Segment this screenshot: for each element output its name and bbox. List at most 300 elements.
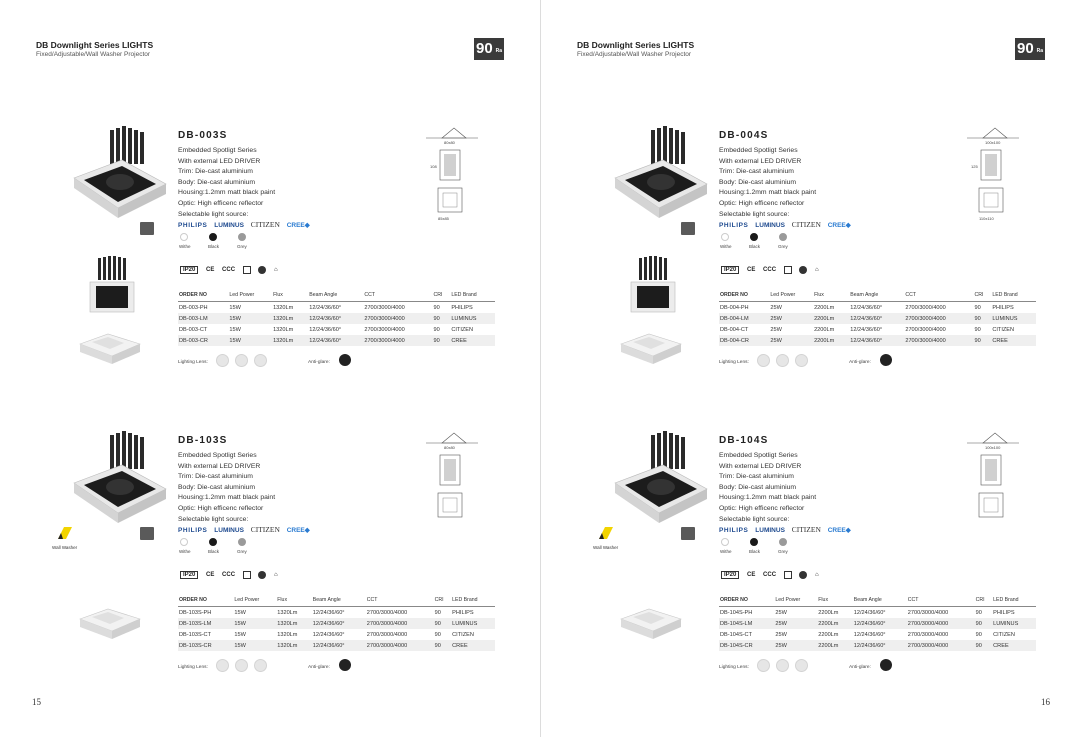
table-cell: 2700/3000/4000 xyxy=(907,640,975,651)
certification-icons xyxy=(721,571,825,579)
color-swatch-black xyxy=(209,538,217,546)
table-cell: 1320Lm xyxy=(276,640,312,651)
table-cell: 15W xyxy=(233,618,276,629)
color-swatch-label: Black xyxy=(208,244,220,249)
table-row xyxy=(178,618,495,629)
header-subtitle: Fixed/Adjustable/Wall Washer Projector xyxy=(577,51,692,58)
lighting-lens-label: Lighting Lens: xyxy=(178,665,208,670)
table-cell: 90 xyxy=(974,335,992,346)
brand-philips: PHILIPS xyxy=(719,222,749,229)
table-cell: 2700/3000/4000 xyxy=(905,326,946,333)
class-ii-icon xyxy=(243,571,251,579)
table-cell: 90 xyxy=(433,304,440,311)
table-cell: 15W xyxy=(229,304,241,311)
column-header: ORDER NO xyxy=(719,597,774,607)
spec-line: With external LED DRIVER xyxy=(719,157,802,165)
anti-glare-label: Anti-glare: xyxy=(849,665,871,670)
driver-icon xyxy=(258,266,266,274)
anti-glare-icon xyxy=(339,659,351,671)
table-row xyxy=(719,629,1036,640)
table-cell: 12/24/36/60° xyxy=(853,631,886,638)
color-swatch-label: Withe xyxy=(179,244,191,249)
technical-drawing xyxy=(418,429,498,539)
table-cell: 90 xyxy=(434,631,441,638)
spec-line: With external LED DRIVER xyxy=(719,462,802,470)
anti-glare-icon xyxy=(339,354,351,366)
spec-line: Selectable light source: xyxy=(178,210,249,218)
table-cell: 25W xyxy=(775,631,787,638)
spec-line: Housing:1.2mm matt black paint xyxy=(719,189,817,197)
lighting-lens-row xyxy=(719,354,919,372)
lens-option-icon xyxy=(776,354,789,367)
table-cell: 12/24/36/60° xyxy=(853,609,886,616)
spec-line: Trim: Die-cast aluminium xyxy=(719,168,794,176)
order-table xyxy=(719,292,1036,346)
color-swatch-label: Grey xyxy=(778,244,788,249)
spec-line: Embedded Spotligt Series xyxy=(719,452,798,459)
color-swatch-label: Black xyxy=(208,549,220,554)
product-title: DB-004S xyxy=(719,130,769,141)
table-cell: DB-003-CR xyxy=(178,335,228,346)
brand-philips: PHILIPS xyxy=(178,527,208,534)
brand-logos xyxy=(178,220,310,229)
table-cell: 90 xyxy=(434,618,451,629)
order-table xyxy=(178,292,495,346)
downlight-side-image xyxy=(627,256,679,316)
color-swatches xyxy=(721,233,801,253)
lens-option-icon xyxy=(235,659,248,672)
spec-line: Selectable light source: xyxy=(178,515,249,523)
dim-side-label: 108 xyxy=(430,164,437,169)
table-cell: 25W xyxy=(769,335,813,346)
product-title: DB-003S xyxy=(178,130,228,141)
table-cell: PHILIPS xyxy=(452,609,474,616)
table-row xyxy=(719,640,1036,651)
product-description xyxy=(178,451,275,525)
ip20-icon: IP20 xyxy=(180,571,198,579)
column-header: ORDER NO xyxy=(719,292,769,302)
page-header xyxy=(36,40,153,58)
spec-line: Trim: Die-cast aluminium xyxy=(719,473,794,481)
table-header-row xyxy=(719,292,1036,302)
table-cell: 12/24/36/60° xyxy=(308,313,363,324)
downlight-product-image xyxy=(70,120,170,230)
table-cell: DB-104S-PH xyxy=(720,609,753,616)
brand-cree: CREE◆ xyxy=(827,222,851,229)
ugr-badge-icon xyxy=(140,222,154,235)
color-swatch-label: Withe xyxy=(720,549,732,554)
spec-line: Embedded Spotligt Series xyxy=(178,147,257,154)
header-subtitle: Fixed/Adjustable/Wall Washer Projector xyxy=(36,51,151,58)
table-cell: 25W xyxy=(774,618,817,629)
brand-citizen: CITIZEN xyxy=(250,220,280,229)
ip20-icon: IP20 xyxy=(721,266,739,274)
ra-sup: Ra xyxy=(495,48,502,54)
column-header: ORDER NO xyxy=(178,597,233,607)
ra-sup: Ra xyxy=(1036,48,1043,54)
spec-line: Housing:1.2mm matt black paint xyxy=(719,494,817,502)
table-row xyxy=(178,607,495,618)
ip20-icon: IP20 xyxy=(721,571,739,579)
column-header: CCT xyxy=(363,292,432,302)
trim-frame-image xyxy=(78,328,142,368)
color-swatch-withe xyxy=(721,233,729,241)
table-cell: DB-004-PH xyxy=(720,304,749,311)
color-swatch-label: Grey xyxy=(237,549,247,554)
spec-line: Trim: Die-cast aluminium xyxy=(178,168,253,176)
table-cell: 15W xyxy=(234,631,246,638)
table-cell: DB-003-LM xyxy=(178,313,228,324)
table-cell: 2200Lm xyxy=(813,335,849,346)
table-row xyxy=(178,302,495,313)
product-title: DB-103S xyxy=(178,435,228,446)
table-cell: 90 xyxy=(433,335,451,346)
ra-value: 90 xyxy=(476,40,493,57)
table-cell: 90 xyxy=(975,631,982,638)
technical-drawing xyxy=(959,124,1039,234)
wall-washer-icon xyxy=(599,527,613,539)
lens-option-icon xyxy=(254,659,267,672)
dim-bottom-label: 110x110 xyxy=(979,216,994,221)
table-cell: 2700/3000/4000 xyxy=(366,631,408,638)
table-row xyxy=(178,335,495,346)
column-header: LED Brand xyxy=(991,292,1036,302)
trim-frame-image xyxy=(619,328,683,368)
table-cell: CREE xyxy=(992,640,1036,651)
spec-line: Optic: High efficenc reflector xyxy=(178,199,264,207)
lens-option-icon xyxy=(776,659,789,672)
product-block xyxy=(541,435,1080,735)
spec-line: Optic: High efficenc reflector xyxy=(719,199,805,207)
spec-line: Body: Die-cast aluminium xyxy=(719,178,797,186)
spec-line: Housing:1.2mm matt black paint xyxy=(178,494,276,502)
column-header: Led Power xyxy=(233,597,276,607)
ccc-icon: CCC xyxy=(763,572,777,578)
table-cell: CREE xyxy=(450,335,495,346)
spec-line: Trim: Die-cast aluminium xyxy=(178,473,253,481)
table-cell: 12/24/36/60° xyxy=(850,304,883,311)
column-header: CCT xyxy=(907,597,975,607)
ugr-badge-icon xyxy=(681,222,695,235)
table-cell: 2200Lm xyxy=(813,313,849,324)
ccc-icon: CCC xyxy=(222,572,236,578)
lighting-lens-label: Lighting Lens: xyxy=(719,360,749,365)
table-cell: CITIZEN xyxy=(451,326,474,333)
table-cell: LUMINUS xyxy=(451,618,495,629)
table-cell: DB-104S-CT xyxy=(720,631,753,638)
table-cell: 12/24/36/60° xyxy=(849,335,904,346)
wall-washer-icon xyxy=(58,527,72,539)
table-cell: 2200Lm xyxy=(818,609,839,616)
column-header: Flux xyxy=(272,292,308,302)
anti-glare-label: Anti-glare: xyxy=(308,360,330,365)
certification-icons xyxy=(180,266,284,274)
column-header: LED Brand xyxy=(450,292,495,302)
anti-glare-label: Anti-glare: xyxy=(849,360,871,365)
table-cell: 12/24/36/60° xyxy=(312,631,345,638)
table-cell: 2700/3000/4000 xyxy=(366,618,434,629)
trim-frame-image xyxy=(619,603,683,643)
table-cell: 12/24/36/60° xyxy=(853,640,907,651)
class-ii-icon xyxy=(784,571,792,579)
table-cell: DB-003-PH xyxy=(179,304,208,311)
lens-option-icon xyxy=(757,659,770,672)
table-cell: 90 xyxy=(433,326,440,333)
product-description xyxy=(719,146,816,220)
table-header-row xyxy=(178,292,495,302)
table-cell: 25W xyxy=(770,304,782,311)
table-cell: PHILIPS xyxy=(993,609,1015,616)
lens-option-icon xyxy=(216,659,229,672)
page-header xyxy=(577,40,694,58)
ccc-icon: CCC xyxy=(763,267,777,273)
table-cell: 2700/3000/4000 xyxy=(904,335,973,346)
table-cell: 25W xyxy=(774,640,817,651)
color-swatches xyxy=(180,538,260,558)
column-header: CRI xyxy=(434,597,451,607)
wall-washer-label: Wall Washer xyxy=(52,545,78,550)
ce-icon: CE xyxy=(206,572,215,578)
table-row xyxy=(178,324,495,335)
table-cell: 15W xyxy=(228,313,272,324)
color-swatch-grey xyxy=(779,233,787,241)
brand-citizen: CITIZEN xyxy=(791,220,821,229)
table-cell: 1320Lm xyxy=(272,335,308,346)
table-cell: 90 xyxy=(974,313,992,324)
table-cell: DB-004-CR xyxy=(719,335,769,346)
spec-line: Selectable light source: xyxy=(719,210,790,218)
indoor-use-icon: ⌂ xyxy=(815,572,819,578)
ra-badge xyxy=(474,38,504,60)
table-cell: 2700/3000/4000 xyxy=(905,304,946,311)
page-number: 16 xyxy=(1041,697,1050,707)
table-cell: 25W xyxy=(769,313,813,324)
table-cell: 12/24/36/60° xyxy=(309,304,342,311)
color-swatches xyxy=(721,538,801,558)
order-table xyxy=(719,597,1036,651)
dim-top-label: 80x80 xyxy=(444,445,455,450)
anti-glare-label: Anti-glare: xyxy=(308,665,330,670)
table-cell: 2700/3000/4000 xyxy=(366,640,434,651)
driver-icon xyxy=(258,571,266,579)
lens-option-icon xyxy=(795,354,808,367)
table-cell: 2700/3000/4000 xyxy=(366,609,408,616)
product-description xyxy=(719,451,816,525)
table-cell: 90 xyxy=(975,609,982,616)
table-cell: 12/24/36/60° xyxy=(849,313,904,324)
table-cell: 90 xyxy=(974,326,981,333)
table-cell: 12/24/36/60° xyxy=(308,335,363,346)
table-cell: 90 xyxy=(433,313,451,324)
column-header: Beam Angle xyxy=(849,292,904,302)
table-header-row xyxy=(719,597,1036,607)
column-header: Beam Angle xyxy=(853,597,907,607)
brand-citizen: CITIZEN xyxy=(250,525,280,534)
column-header: Led Power xyxy=(769,292,813,302)
table-row xyxy=(719,607,1036,618)
lens-option-icon xyxy=(235,354,248,367)
spec-line: Optic: High efficenc reflector xyxy=(719,504,805,512)
color-swatch-label: Withe xyxy=(179,549,191,554)
table-cell: 1320Lm xyxy=(276,618,312,629)
color-swatch-withe xyxy=(180,538,188,546)
brand-philips: PHILIPS xyxy=(178,222,208,229)
table-cell: 2200Lm xyxy=(814,326,835,333)
indoor-use-icon: ⌂ xyxy=(274,572,278,578)
spec-line: Embedded Spotligt Series xyxy=(178,452,257,459)
table-cell: 2200Lm xyxy=(817,618,853,629)
ra-value: 90 xyxy=(1017,40,1034,57)
table-cell: 1320Lm xyxy=(277,609,298,616)
dim-side-label: 125 xyxy=(971,164,978,169)
table-cell: 15W xyxy=(233,640,276,651)
lens-option-icon xyxy=(795,659,808,672)
table-cell: 1320Lm xyxy=(273,304,294,311)
table-cell: 25W xyxy=(770,326,782,333)
table-cell: LUMINUS xyxy=(992,618,1036,629)
ip20-icon: IP20 xyxy=(180,266,198,274)
color-swatch-label: Withe xyxy=(720,244,732,249)
indoor-use-icon: ⌂ xyxy=(815,267,819,273)
color-swatch-black xyxy=(750,538,758,546)
table-cell: 2200Lm xyxy=(818,631,839,638)
table-cell: 2200Lm xyxy=(814,304,835,311)
column-header: LED Brand xyxy=(992,597,1036,607)
table-cell: LUMINUS xyxy=(450,313,495,324)
product-title: DB-104S xyxy=(719,435,769,446)
table-cell: DB-103S-CT xyxy=(179,631,212,638)
spec-line: Body: Die-cast aluminium xyxy=(719,483,797,491)
table-cell: PHILIPS xyxy=(451,304,473,311)
downlight-side-image xyxy=(86,256,138,316)
table-cell: 12/24/36/60° xyxy=(309,326,342,333)
ce-icon: CE xyxy=(747,572,756,578)
table-cell: CITIZEN xyxy=(992,326,1015,333)
table-cell: DB-103S-LM xyxy=(178,618,233,629)
dim-top-label: 100x100 xyxy=(985,445,1001,450)
spec-line: With external LED DRIVER xyxy=(178,157,261,165)
brand-cree: CREE◆ xyxy=(286,222,310,229)
table-cell: DB-004-LM xyxy=(719,313,769,324)
downlight-product-image xyxy=(611,120,711,230)
column-header: ORDER NO xyxy=(178,292,228,302)
dim-bottom-label: 85x85 xyxy=(438,216,449,221)
table-cell: 12/24/36/60° xyxy=(312,609,345,616)
table-cell: 12/24/36/60° xyxy=(853,618,907,629)
technical-drawing xyxy=(959,429,1039,539)
technical-drawing xyxy=(418,124,498,234)
brand-luminus: LUMINUS xyxy=(755,222,785,229)
table-cell: 2700/3000/4000 xyxy=(364,326,405,333)
table-cell: 90 xyxy=(434,640,451,651)
lighting-lens-row xyxy=(178,659,378,677)
color-swatch-grey xyxy=(779,538,787,546)
class-ii-icon xyxy=(243,266,251,274)
table-cell: 90 xyxy=(434,609,441,616)
table-row xyxy=(719,313,1036,324)
spec-line: Housing:1.2mm matt black paint xyxy=(178,189,276,197)
column-header: Beam Angle xyxy=(312,597,366,607)
anti-glare-icon xyxy=(880,659,892,671)
table-cell: CITIZEN xyxy=(452,631,474,638)
lens-option-icon xyxy=(254,354,267,367)
table-row xyxy=(719,618,1036,629)
certification-icons xyxy=(721,266,825,274)
brand-philips: PHILIPS xyxy=(719,527,749,534)
dim-top-label: 100x100 xyxy=(985,140,1001,145)
color-swatches xyxy=(180,233,260,253)
brand-citizen: CITIZEN xyxy=(791,525,821,534)
lighting-lens-label: Lighting Lens: xyxy=(178,360,208,365)
table-cell: 12/24/36/60° xyxy=(312,640,366,651)
table-cell: 12/24/36/60° xyxy=(850,326,883,333)
table-cell: 2200Lm xyxy=(817,640,853,651)
ra-badge xyxy=(1015,38,1045,60)
spec-line: With external LED DRIVER xyxy=(178,462,261,470)
table-cell: 15W xyxy=(234,609,246,616)
certification-icons xyxy=(180,571,284,579)
product-block xyxy=(0,435,540,735)
color-swatch-label: Grey xyxy=(237,244,247,249)
color-swatch-grey xyxy=(238,538,246,546)
table-cell: 15W xyxy=(228,335,272,346)
column-header: Led Power xyxy=(228,292,272,302)
table-cell: 25W xyxy=(775,609,787,616)
driver-icon xyxy=(799,571,807,579)
column-header: Led Power xyxy=(774,597,817,607)
column-header: CRI xyxy=(975,597,992,607)
product-description xyxy=(178,146,275,220)
ce-icon: CE xyxy=(206,267,215,273)
brand-cree: CREE◆ xyxy=(827,527,851,534)
wall-washer-label: Wall Washer xyxy=(593,545,619,550)
class-ii-icon xyxy=(784,266,792,274)
column-header: CCT xyxy=(904,292,973,302)
lighting-lens-row xyxy=(719,659,919,677)
column-header: Flux xyxy=(813,292,849,302)
table-cell: DB-104S-CR xyxy=(719,640,774,651)
downlight-product-image xyxy=(70,425,170,535)
spec-line: Embedded Spotligt Series xyxy=(719,147,798,154)
table-cell: CREE xyxy=(991,335,1036,346)
table-cell: 12/24/36/60° xyxy=(312,618,366,629)
table-cell: 90 xyxy=(975,618,992,629)
table-cell: CREE xyxy=(451,640,495,651)
table-cell: CITIZEN xyxy=(993,631,1015,638)
brand-logos xyxy=(719,220,851,229)
color-swatch-label: Black xyxy=(749,244,761,249)
driver-icon xyxy=(799,266,807,274)
table-cell: DB-104S-LM xyxy=(719,618,774,629)
table-cell: 90 xyxy=(975,640,992,651)
table-cell: LUMINUS xyxy=(991,313,1036,324)
dim-top-label: 80x80 xyxy=(444,140,455,145)
table-cell: 2700/3000/4000 xyxy=(907,631,949,638)
table-cell: DB-103S-CR xyxy=(178,640,233,651)
table-cell: 2700/3000/4000 xyxy=(907,609,949,616)
color-swatch-withe xyxy=(180,233,188,241)
product-block xyxy=(541,130,1080,430)
color-swatch-black xyxy=(209,233,217,241)
color-swatch-label: Grey xyxy=(778,549,788,554)
spec-line: Body: Die-cast aluminium xyxy=(178,178,256,186)
spec-line: Selectable light source: xyxy=(719,515,790,523)
product-block xyxy=(0,130,540,430)
ce-icon: CE xyxy=(747,267,756,273)
table-row xyxy=(178,629,495,640)
trim-frame-image xyxy=(78,603,142,643)
ccc-icon: CCC xyxy=(222,267,236,273)
